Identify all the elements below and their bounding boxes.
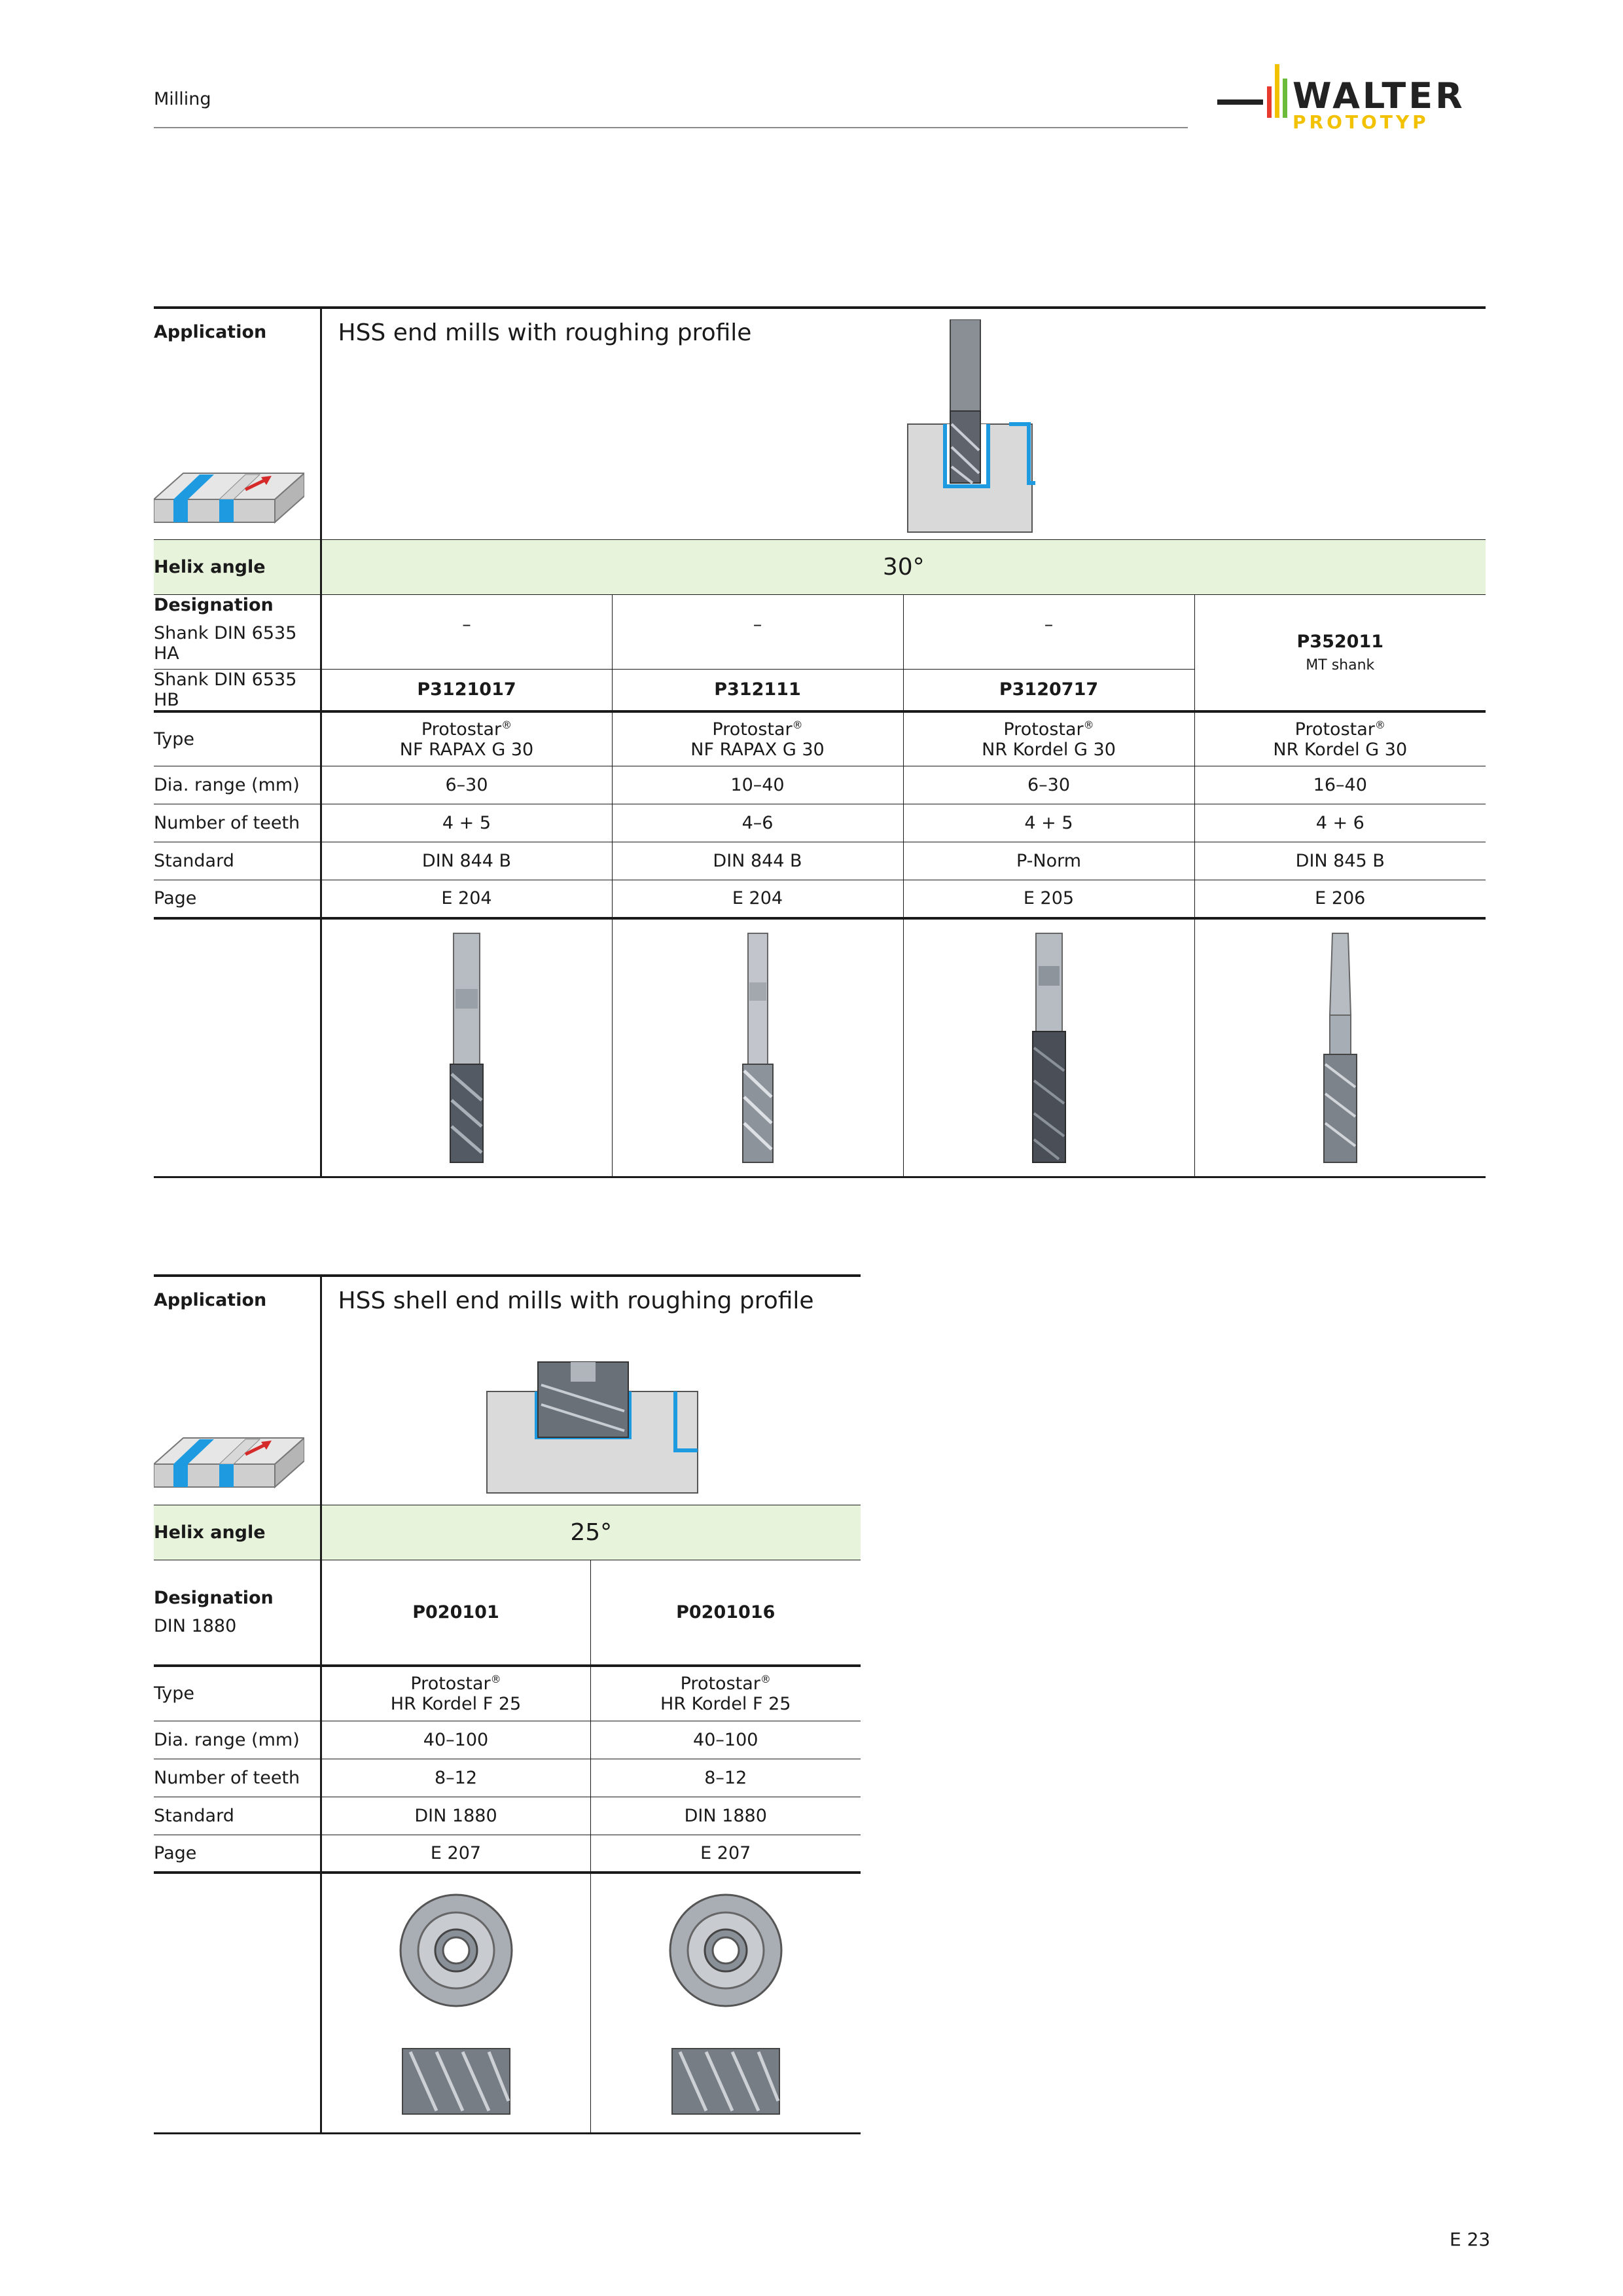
- dia-value: 6–30: [321, 766, 612, 804]
- designation-cell: [154, 594, 321, 669]
- teeth-label: Number of teeth: [154, 1759, 321, 1797]
- page-label: Page: [154, 880, 321, 918]
- image-row: [154, 918, 1486, 1177]
- designation-label: Designation: [154, 594, 274, 615]
- teeth-row: [154, 1759, 861, 1797]
- helix-label: Helix angle: [154, 539, 321, 594]
- standard-value: P-Norm: [903, 842, 1194, 880]
- designation-ha-row: [154, 594, 1486, 669]
- page-ref: E 204: [612, 880, 903, 918]
- helix-row: [154, 539, 1486, 594]
- page-ref: E 206: [1194, 880, 1486, 918]
- standard-value: DIN 845 B: [1194, 842, 1486, 880]
- registered-mark: ®: [501, 718, 512, 731]
- end-mill-in-slot-diagram: [904, 319, 1035, 541]
- dia-value: 10–40: [612, 766, 903, 804]
- registered-mark: ®: [1083, 718, 1094, 731]
- slot-milling-icon: [154, 460, 320, 537]
- helix-label: Helix angle: [154, 1505, 321, 1560]
- type-row: [154, 1666, 861, 1721]
- type-model: NR Kordel G 30: [1273, 739, 1408, 760]
- type-brand: Protostar: [421, 719, 502, 740]
- type-cell-1: [321, 711, 612, 766]
- type-brand: Protostar: [410, 1674, 491, 1695]
- dia-value: 40–100: [321, 1721, 590, 1759]
- dia-row: [154, 1721, 861, 1759]
- helix-row: [154, 1505, 861, 1560]
- teeth-value: 4 + 5: [321, 804, 612, 842]
- shank-ha-label: Shank DIN 6535 HA: [154, 622, 297, 664]
- type-cell-2: [590, 1666, 861, 1721]
- registered-mark: ®: [792, 718, 803, 731]
- teeth-row: [154, 804, 1486, 842]
- type-row: [154, 711, 1486, 766]
- application-cell: [154, 1276, 321, 1505]
- dia-value: 16–40: [1194, 766, 1486, 804]
- end-mill-table: [154, 306, 1486, 1178]
- dia-label: Dia. range (mm): [154, 1721, 321, 1759]
- header-rule: [154, 127, 1188, 128]
- hb-value-1: P3121017: [321, 669, 612, 711]
- type-cell-3: [903, 711, 1194, 766]
- type-cell-1: [321, 1666, 590, 1721]
- logo-subtitle: PROTOTYP: [1293, 111, 1429, 133]
- page-row: [154, 1835, 861, 1873]
- page-ref: E 207: [590, 1835, 861, 1873]
- application-title: HSS end mills with roughing profile: [338, 319, 752, 346]
- standard-label: Standard: [154, 842, 321, 880]
- designation-value: P0201016: [590, 1560, 861, 1666]
- page-row: [154, 880, 1486, 918]
- slot-milling-icon: [154, 1425, 320, 1501]
- helix-value: 30°: [321, 539, 1486, 594]
- standard-value: DIN 844 B: [612, 842, 903, 880]
- image-row: [154, 1873, 861, 2133]
- registered-mark: ®: [490, 1673, 501, 1686]
- page-number: E 23: [1450, 2229, 1491, 2250]
- type-brand: Protostar: [680, 1674, 760, 1695]
- hb-value-2: P312111: [612, 669, 903, 711]
- standard-label: Standard: [154, 1797, 321, 1835]
- merged-designation: P352011: [1296, 631, 1384, 652]
- type-model: NF RAPAX G 30: [690, 739, 825, 760]
- ha-value-1: –: [462, 614, 471, 635]
- type-brand: Protostar: [712, 719, 793, 740]
- standard-row: [154, 842, 1486, 880]
- page-ref: E 207: [321, 1835, 590, 1873]
- type-brand: Protostar: [1294, 719, 1375, 740]
- type-label: Type: [154, 711, 321, 766]
- teeth-value: 4–6: [612, 804, 903, 842]
- end-mill-tool-photo: [1194, 918, 1486, 1177]
- registered-mark: ®: [760, 1673, 771, 1686]
- din-label: DIN 1880: [154, 1616, 237, 1637]
- standard-row: [154, 1797, 861, 1835]
- designation-cell: [154, 1560, 321, 1666]
- shell-mill-tool-photo: [590, 1873, 861, 2133]
- standard-value: DIN 1880: [321, 1797, 590, 1835]
- type-cell-4: [1194, 711, 1486, 766]
- teeth-value: 4 + 5: [903, 804, 1194, 842]
- page-ref: E 204: [321, 880, 612, 918]
- type-model: NF RAPAX G 30: [399, 739, 534, 760]
- section-title: Milling: [154, 89, 211, 109]
- designation-value: P020101: [412, 1602, 499, 1623]
- application-title: HSS shell end mills with roughing profile: [338, 1287, 814, 1314]
- ha-value-3: –: [903, 594, 1194, 669]
- helix-value: 25°: [321, 1505, 861, 1560]
- shell-mill-in-slot-diagram: [486, 1359, 702, 1502]
- standard-value: DIN 1880: [590, 1797, 861, 1835]
- standard-value: DIN 844 B: [321, 842, 612, 880]
- application-title-cell: [321, 308, 1486, 539]
- end-mill-tool-photo: [612, 918, 903, 1177]
- hb-value-3: P3120717: [903, 669, 1194, 711]
- ha-value-2: –: [612, 594, 903, 669]
- application-label: Application: [154, 1290, 267, 1310]
- page-ref: E 205: [903, 880, 1194, 918]
- teeth-value: 8–12: [590, 1759, 861, 1797]
- dia-label: Dia. range (mm): [154, 766, 321, 804]
- mt-shank-note: MT shank: [1306, 656, 1375, 673]
- designation-label: Designation: [154, 1588, 274, 1609]
- designation-row: [154, 1560, 861, 1666]
- page-label: Page: [154, 1835, 321, 1873]
- application-label: Application: [154, 322, 267, 342]
- dia-value: 40–100: [590, 1721, 861, 1759]
- teeth-value: 4 + 6: [1194, 804, 1486, 842]
- dia-row: [154, 766, 1486, 804]
- shank-hb-label: Shank DIN 6535 HB: [154, 669, 321, 711]
- type-label: Type: [154, 1666, 321, 1721]
- application-cell: [154, 308, 321, 539]
- application-title-cell: [321, 1276, 861, 1505]
- type-model: HR Kordel F 25: [390, 1694, 522, 1715]
- merged-designation-cell: [1194, 594, 1486, 711]
- type-cell-2: [612, 711, 903, 766]
- logo-wordmark: WALTER: [1293, 75, 1465, 117]
- shell-mill-table: [154, 1274, 861, 2134]
- type-model: HR Kordel F 25: [660, 1694, 791, 1715]
- registered-mark: ®: [1374, 718, 1385, 731]
- teeth-value: 8–12: [321, 1759, 590, 1797]
- teeth-label: Number of teeth: [154, 804, 321, 842]
- type-model: NR Kordel G 30: [982, 739, 1116, 760]
- end-mill-tool-photo: [903, 918, 1194, 1177]
- dia-value: 6–30: [903, 766, 1194, 804]
- shell-mill-tool-photo: [321, 1873, 590, 2133]
- end-mill-tool-photo: [321, 918, 612, 1177]
- type-brand: Protostar: [1003, 719, 1084, 740]
